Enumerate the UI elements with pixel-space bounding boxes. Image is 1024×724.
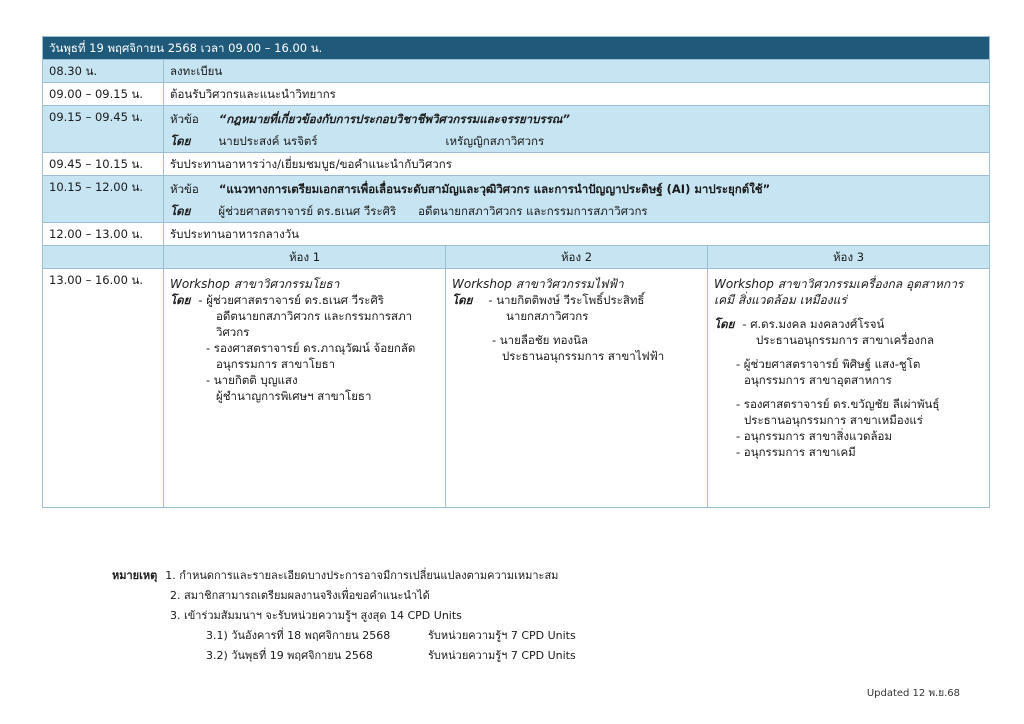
by-label: โดย [170,293,191,307]
presenter-line: - อนุกรรมการ สาขาเคมี [736,445,856,459]
note-subitem-date: 3.2) วันพุธที่ 19 พฤศจิกายน 2568 [206,649,373,662]
time-cell: 09.15 – 09.45 น. [43,106,164,153]
topic-label: หัวข้อ [170,182,199,196]
speaker-name: นายประสงค์ นรจิตร์ [218,134,318,148]
presenter-line: - อนุกรรมการ สาขาสิ่งแวดล้อม [736,429,893,443]
presenter-line: ประธานอนุกรรมการ สาขาไฟฟ้า [502,349,665,363]
note-item: 2. สมาชิกสามารถเตรียมผลงานจริงเพื่อขอคำแนะนำได้ [170,589,430,602]
updated-stamp: Updated 12 พ.ย.68 [866,688,960,699]
presenter-line: อนุกรรมการ สาขาโยธา [216,357,336,371]
by-label: โดย [714,317,735,331]
room-1-header: ห้อง 1 [164,246,446,269]
topic-title: “กฎหมายที่เกี่ยวข้องกับการประกอบวิชาชีพวิศวกรรมและจรรยาบรรณ” [218,112,570,126]
schedule-row [43,176,990,223]
activity-cell: รับประทานอาหารว่าง/เยี่ยมชมบูธ/ขอคำแนะนำกับวิศวกร [164,153,990,176]
time-cell: 12.00 – 13.00 น. [43,223,164,246]
activity-cell: ลงทะเบียน [164,60,990,83]
by-label: โดย [170,204,191,218]
by-label: โดย [170,134,191,148]
time-cell: 10.15 – 12.00 น. [43,176,164,223]
presenter-line: - ผู้ช่วยศาสตราจารย์ พิศิษฐ์ แสง-ชูโต [736,357,921,371]
presenter-line: ประธานอนุกรรมการ สาขาเหมืองแร่ [744,413,923,427]
activity-cell [164,106,990,153]
time-cell: 09.45 – 10.15 น. [43,153,164,176]
time-cell: 08.30 น. [43,60,164,83]
presenter-line: - รองศาสตราจารย์ ดร.ภาณุวัฒน์ จ้อยกลัด [206,341,416,355]
schedule-date-header: วันพุธที่ 19 พฤศจิกายน 2568 เวลา 09.00 – 16.00 น. [43,37,990,60]
by-label: โดย [452,293,473,307]
notes-section [112,566,576,666]
note-item: 1. กำหนดการและรายละเอียดบางประการอาจมีการเปลี่ยนแปลงตามความเหมาะสม [165,569,559,582]
workshop-row [43,269,990,508]
room-2-cell [446,269,708,508]
presenter-line: ผู้ชำนาญการพิเศษฯ สาขาโยธา [216,389,372,403]
schedule-row [43,106,990,153]
note-subitem-units: รับหน่วยความรู้ฯ 7 CPD Units [428,629,576,642]
note-subitem-units: รับหน่วยความรู้ฯ 7 CPD Units [428,649,576,662]
time-cell: 13.00 – 16.00 น. [43,269,164,508]
presenter-line: - ศ.ดร.มงคล มงคลวงศ์โรจน์ [742,317,885,331]
notes-label: หมายเหตุ [112,569,158,582]
speaker-role: อดีตนายกสภาวิศวกร และกรรมการสภาวิศวกร [418,204,648,218]
schedule-row [43,223,990,246]
schedule-header-row [43,37,990,60]
workshop-title: เคมี สิ่งแวดล้อม เหมืองแร่ [714,293,847,307]
presenter-line: อนุกรรมการ สาขาอุตสาหการ [744,373,892,387]
room-2-header: ห้อง 2 [446,246,708,269]
activity-cell: ต้อนรับวิศวกรและแนะนำวิทยากร [164,83,990,106]
room-header-row [43,246,990,269]
presenter-line: - นายกิตติ บุญแสง [206,373,298,387]
activity-cell: รับประทานอาหารกลางวัน [164,223,990,246]
speaker-name: ผู้ช่วยศาสตราจารย์ ดร.ธเนศ วีระศิริ [218,204,397,218]
presenter-line: - นายลือชัย ทองนิล [492,333,589,347]
presenter-line: - นายกิตติพงษ์ วีระโพธิ์ประสิทธิ์ [488,293,645,307]
room-3-cell [708,269,990,508]
note-item: 3. เข้าร่วมสัมมนาฯ จะรับหน่วยความรู้ฯ สูงสุด 14 CPD Units [170,609,462,622]
schedule-row [43,60,990,83]
activity-cell [164,176,990,223]
presenter-line: นายกสภาวิศวกร [506,309,589,323]
workshop-title: Workshop สาขาวิศวกรรมเครื่องกล อุตสาหการ [714,277,964,291]
room-header-empty [43,246,164,269]
topic-label: หัวข้อ [170,112,199,126]
schedule-row [43,153,990,176]
workshop-title: Workshop สาขาวิศวกรรมโยธา [170,277,340,291]
presenter-line: อดีตนายกสภาวิศวกร และกรรมการสภาวิศวกร [216,309,413,339]
note-subitem-date: 3.1) วันอังคารที่ 18 พฤศจิกายน 2568 [206,629,391,642]
topic-title: “แนวทางการเตรียมเอกสารเพื่อเลื่อนระดับสามัญและวุฒิวิศวกร และการนำปัญญาประดิษฐ์ (AI) มาประยุกต์ใช้” [218,182,771,196]
presenter-line: - ผู้ช่วยศาสตราจารย์ ดร.ธเนศ วีระศิริ [198,293,384,307]
presenter-line: ประธานอนุกรรมการ สาขาเครื่องกล [756,333,935,347]
schedule-table [42,36,990,508]
room-1-cell [164,269,446,508]
workshop-title: Workshop สาขาวิศวกรรมไฟฟ้า [452,277,624,291]
schedule-row [43,83,990,106]
speaker-role: เหรัญญิกสภาวิศวกร [445,134,545,148]
presenter-line: - รองศาสตราจารย์ ดร.ขวัญชัย ลีเผ่าพันธุ์ [736,397,940,411]
time-cell: 09.00 – 09.15 น. [43,83,164,106]
room-3-header: ห้อง 3 [708,246,990,269]
